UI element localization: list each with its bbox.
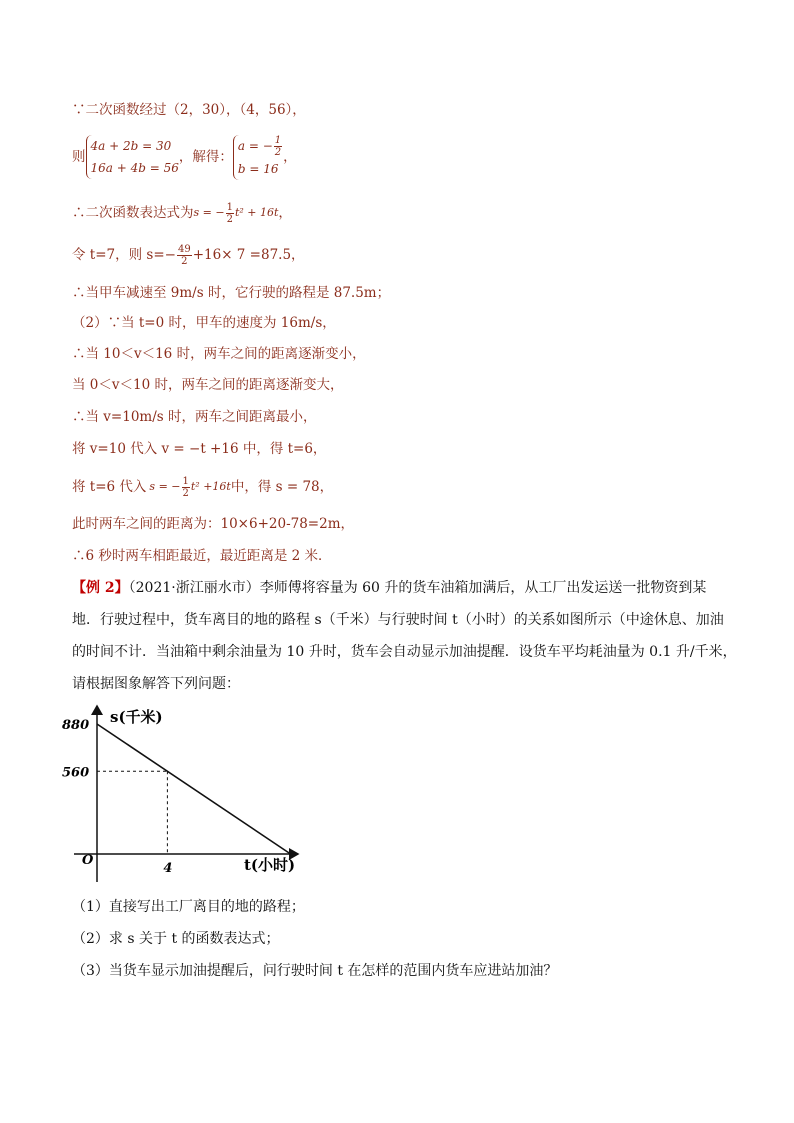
solution-line-3 <box>72 198 292 228</box>
y-tick-label: 880 <box>62 718 90 733</box>
fraction <box>226 202 234 225</box>
text: 令 t=7，则 s=− <box>72 247 176 263</box>
num: 1 <box>182 475 189 487</box>
den: 2 <box>182 487 189 499</box>
solution-line-5: ∴当甲车减速至 9m/s 时，它行驶的路程是 87.5m； <box>72 285 391 301</box>
solution-line-9: ∴当 v=10m/s 时，两车之间距离最小， <box>72 409 317 425</box>
solution-line-2 <box>72 132 297 182</box>
origin-label: O <box>82 853 94 868</box>
text: （2021·浙江丽水市）李师傅将容量为 60 升的货车油箱加满后，从工厂出发运送一批物资到某 <box>128 580 707 596</box>
solution-line-4 <box>72 240 305 270</box>
equation-1: 4a + 2b = 30 <box>90 139 172 153</box>
fraction <box>274 135 282 158</box>
expr: t² + 16t <box>234 206 279 219</box>
den: 2 <box>274 146 282 158</box>
b-expr: b = 16 <box>237 161 279 176</box>
den: 2 <box>181 255 188 267</box>
example-line-3: 的时间不计．当油箱中剩余油量为 10 升时，货车会自动显示加油提醒．设货车平均耗油量为 0.1 升/千米， <box>72 644 737 660</box>
solution-line-1: ∵二次函数经过（2，30），（4，56）， <box>72 102 306 118</box>
fraction <box>177 244 192 267</box>
text: ， <box>283 149 297 165</box>
series-line <box>97 724 291 854</box>
text: ， <box>278 205 292 221</box>
question-3: （3）当货车显示加油提醒后，问行驶时间 t 在怎样的范围内货车应进站加油？ <box>72 963 558 979</box>
solution-line-11 <box>72 472 333 502</box>
solution-line-6: （2）∵当 t=0 时，甲车的速度为 16m/s， <box>72 315 336 331</box>
text: 则 <box>72 149 86 165</box>
text: +16× 7 =87.5， <box>192 247 305 263</box>
solution-line-12: 此时两车之间的距离为：10×6+20-78=2m， <box>72 516 355 532</box>
num: 1 <box>226 201 233 213</box>
solution-system <box>233 135 283 180</box>
question-1: （1）直接写出工厂离目的地的路程； <box>72 899 305 915</box>
example-line-4: 请根据图象解答下列问题： <box>72 676 240 692</box>
den: 2 <box>226 213 233 225</box>
solution-line-8: 当 0＜v＜10 时，两车之间的距离逐渐变大， <box>72 377 344 393</box>
expr: s = − <box>193 206 225 219</box>
a-expr: a = − <box>237 138 273 153</box>
question-2: （2）求 s 关于 t 的函数表达式； <box>72 931 280 947</box>
example-tag: 【例 2】 <box>72 580 129 596</box>
equation-2: 16a + 4b = 56 <box>90 161 179 175</box>
example-line-2: 地．行驶过程中，货车离目的地的路程 s（千米）与行驶时间 t（小时）的关系如图所示（中途休息、加油 <box>72 612 724 628</box>
num: 49 <box>177 243 191 255</box>
text: 将 t=6 代入 <box>72 479 147 495</box>
expr: t² +16t <box>190 480 231 493</box>
solution-line-10: 将 v=10 代入 v = −t +16 中，得 t=6， <box>72 441 327 457</box>
x-axis-label: t(小时) <box>244 856 296 874</box>
text: 中，得 s = 78， <box>230 479 334 495</box>
example-line-1 <box>72 578 706 598</box>
text: ，解得： <box>178 149 233 165</box>
num: 1 <box>274 134 282 146</box>
fraction <box>182 476 190 499</box>
solution-line-13: ∴6 秒时两车相距最近，最近距离是 2 米． <box>72 548 332 564</box>
y-axis-label: s(千米) <box>110 708 163 726</box>
text: ∴二次函数表达式为 <box>72 205 194 221</box>
distance-time-graph <box>60 700 320 890</box>
y-tick-label: 560 <box>62 765 90 781</box>
equation-system <box>86 135 179 179</box>
x-tick-label: 4 <box>163 861 173 876</box>
expr: s = − <box>149 480 181 493</box>
solution-line-7: ∴当 10＜v＜16 时，两车之间的距离逐渐变小， <box>72 346 366 362</box>
